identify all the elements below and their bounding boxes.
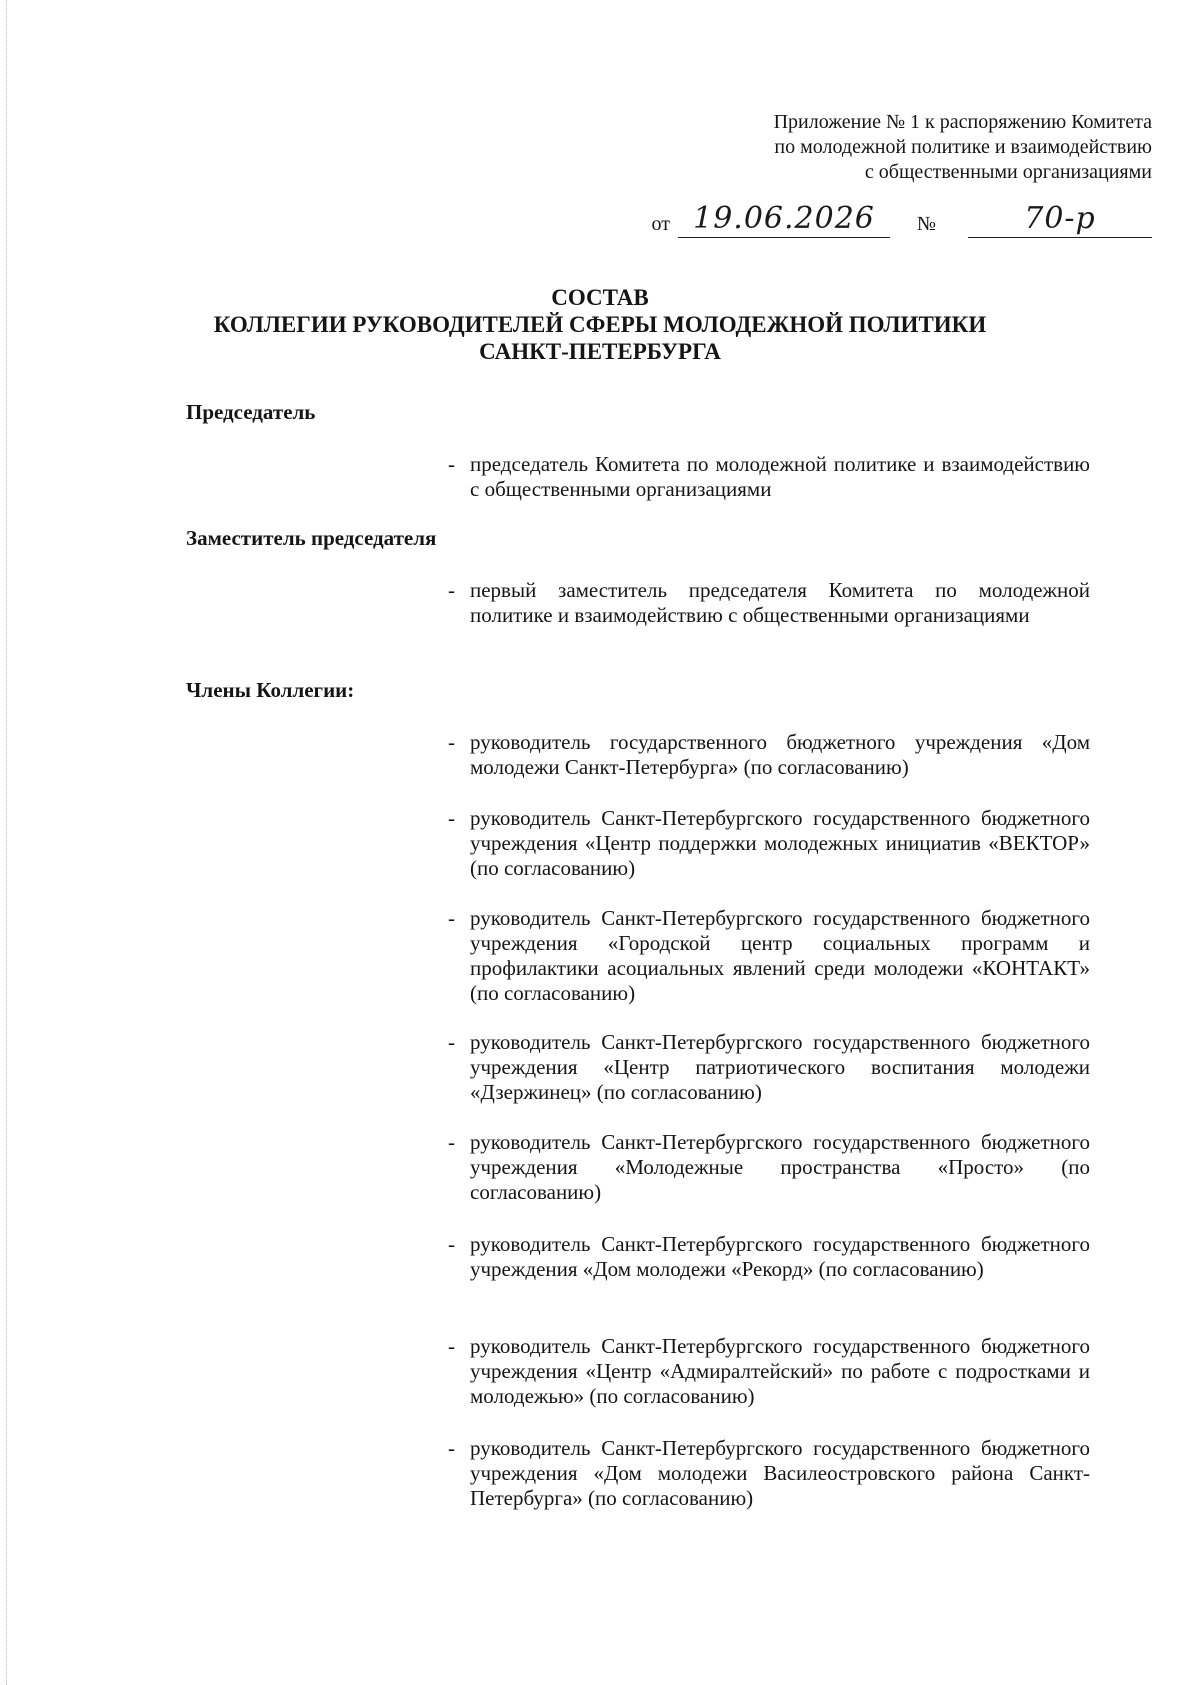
list-item (448, 578, 1090, 628)
list-item-text: руководитель Санкт-Петербургского государственного бюджетного учреждения «Молодежные пространства «Просто» (по согласованию) (470, 1130, 1090, 1204)
list-item-text: председатель Комитета по молодежной политике и взаимодействию с общественными организациями (470, 452, 1090, 501)
list-dash: - (448, 452, 455, 476)
list-item (448, 1436, 1090, 1511)
list-item (448, 1232, 1090, 1282)
list-dash: - (448, 578, 455, 602)
title-line: САНКТ-ПЕТЕРБУРГА (479, 339, 721, 364)
list-dash: - (448, 1232, 455, 1256)
list-item (448, 1130, 1090, 1205)
section-label-deputy: Заместитель председателя (186, 526, 437, 550)
list-dash: - (448, 906, 455, 930)
list-item-text: руководитель государственного бюджетного учреждения «Дом молодежи Санкт-Петербурга» (по согласованию) (470, 730, 1090, 779)
list-item (448, 1030, 1090, 1105)
order-from-label: от (651, 213, 670, 235)
section-label-members: Члены Коллегии: (186, 678, 355, 702)
list-dash: - (448, 1334, 455, 1358)
list-item-text: руководитель Санкт-Петербургского государственного бюджетного учреждения «Дом молодежи Василеостровского района Санкт-Петербурга» (по согласованию) (470, 1436, 1090, 1510)
order-number-label: № (916, 213, 936, 235)
order-date-number (632, 200, 1152, 240)
scan-edge-artifact (6, 0, 7, 1685)
list-dash: - (448, 1030, 455, 1054)
order-date: 19.06.2026 (678, 201, 890, 238)
appendix-reference (632, 110, 1152, 185)
list-dash: - (448, 1436, 455, 1460)
section-label-chairman: Председатель (186, 400, 316, 424)
order-number: 70-р (968, 201, 1152, 238)
title-line: КОЛЛЕГИИ РУКОВОДИТЕЛЕЙ СФЕРЫ МОЛОДЕЖНОЙ ПОЛИТИКИ (213, 312, 987, 337)
list-item (448, 730, 1090, 780)
list-dash: - (448, 730, 455, 754)
list-item (448, 452, 1090, 502)
list-item-text: первый заместитель председателя Комитета по молодежной политике и взаимодействию с общественными организациями (470, 578, 1090, 627)
list-item (448, 906, 1090, 1006)
list-item (448, 806, 1090, 881)
list-item-text: руководитель Санкт-Петербургского государственного бюджетного учреждения «Центр поддержки молодежных инициатив «ВЕКТОР» (по согласованию) (470, 806, 1090, 880)
list-item-text: руководитель Санкт-Петербургского государственного бюджетного учреждения «Центр патриотического воспитания молодежи «Дзержинец» (по согласованию) (470, 1030, 1090, 1104)
appendix-line: по молодежной политике и взаимодействию (774, 136, 1152, 158)
list-dash: - (448, 1130, 455, 1154)
appendix-line: Приложение № 1 к распоряжению Комитета (773, 111, 1152, 133)
document-title (180, 284, 1020, 365)
appendix-line: с общественными организациями (864, 161, 1152, 183)
list-dash: - (448, 806, 455, 830)
list-item-text: руководитель Санкт-Петербургского государственного бюджетного учреждения «Дом молодежи «Рекорд» (по согласованию) (470, 1232, 1090, 1281)
list-item-text: руководитель Санкт-Петербургского государственного бюджетного учреждения «Городской центр социальных программ и профилактики асоциальных явлений среди молодежи «КОНТАКТ» (по согласованию) (470, 906, 1090, 1005)
title-line: СОСТАВ (551, 285, 649, 310)
list-item (448, 1334, 1090, 1409)
list-item-text: руководитель Санкт-Петербургского государственного бюджетного учреждения «Центр «Адмиралтейский» по работе с подростками и молодежью» (по согласованию) (470, 1334, 1090, 1408)
